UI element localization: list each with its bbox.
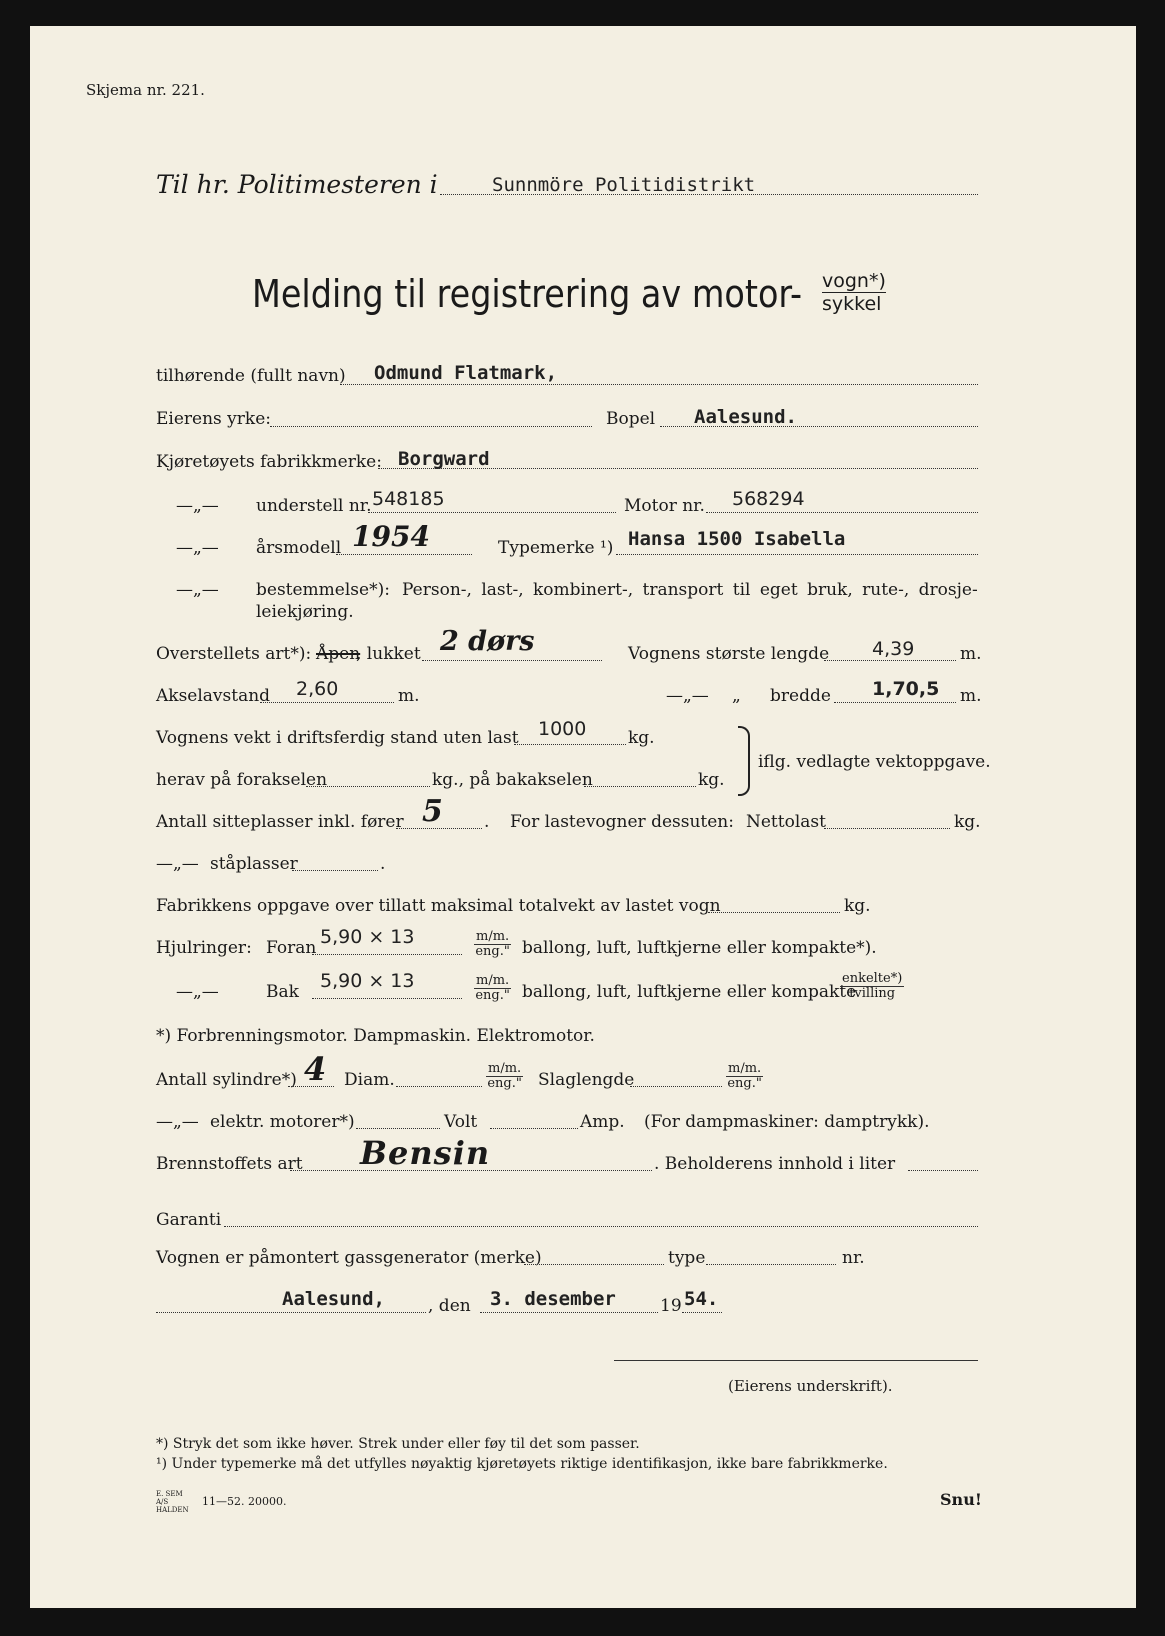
volt-label: Volt	[444, 1112, 478, 1132]
gas-generator-label: Vognen er påmontert gassgenerator (merke)	[156, 1248, 542, 1268]
ditto-mark-2: „	[732, 686, 741, 706]
weight-note: iflg. vedlagte vektoppgave.	[758, 752, 991, 772]
model-year-label: årsmodell	[256, 538, 342, 558]
residence-label: Bopel	[606, 409, 656, 429]
volt-field[interactable]	[356, 1106, 440, 1129]
stroke-field[interactable]	[630, 1064, 722, 1087]
brace	[738, 726, 750, 796]
length-unit: m.	[960, 644, 982, 664]
length-label: Vognens største lengde	[628, 644, 830, 664]
year-value: 54.	[684, 1288, 719, 1310]
chassis-value: 548185	[372, 488, 445, 510]
standing-dot: .	[380, 854, 386, 874]
make-value: Borgward	[398, 448, 490, 470]
motor-no-label: Motor nr.	[624, 496, 705, 516]
max-weight-field[interactable]	[708, 890, 840, 913]
width-value: 1,70,5	[872, 678, 940, 700]
date-den: , den	[428, 1296, 471, 1316]
amp-field[interactable]	[490, 1106, 578, 1129]
tires-rear-unit	[474, 974, 511, 1003]
ditto-mark: —„—	[176, 580, 219, 600]
unit-eng: eng."	[475, 944, 510, 959]
model-year-value: 1954	[352, 520, 430, 553]
gas-type-label: type	[668, 1248, 706, 1268]
width-label: bredde	[770, 686, 831, 706]
type-mark-label: Typemerke ¹)	[498, 538, 614, 558]
fuel-label: Brennstoffets art	[156, 1154, 303, 1174]
body-type-label: Overstellets art*):	[156, 644, 312, 664]
steam-note: (For dampmaskiner: damptrykk).	[644, 1112, 930, 1132]
stroke-label: Slaglengde	[538, 1070, 635, 1090]
purpose-options-continued: leiekjøring.	[256, 602, 354, 622]
ditto-mark: —„—	[666, 686, 709, 706]
gas-nr-label: nr.	[842, 1248, 865, 1268]
weight-unit: kg.	[628, 728, 655, 748]
residence-value: Aalesund.	[694, 406, 797, 428]
tires-rear-value: 5,90 × 13	[320, 970, 415, 992]
title-fraction	[822, 270, 886, 315]
weight-value: 1000	[538, 718, 587, 740]
front-axle-label: herav på forakselen	[156, 770, 328, 790]
ditto-mark: —„—	[156, 854, 199, 874]
place-value: Aalesund,	[282, 1288, 385, 1310]
unit-mm: m/m.	[488, 1061, 522, 1076]
tire-twin: tvilling	[849, 986, 896, 1001]
tires-rear-label: Bak	[266, 982, 299, 1002]
net-load-field[interactable]	[824, 806, 950, 829]
occupation-field[interactable]	[270, 404, 592, 427]
engine-types: *) Forbrenningsmotor. Dampmaskin. Elektromotor.	[156, 1026, 595, 1046]
amp-label: Amp.	[580, 1112, 625, 1132]
printer-mark: E. SEM A/S HALDEN	[156, 1490, 189, 1514]
signature-label: (Eierens underskrift).	[728, 1377, 893, 1395]
tires-front-types: ballong, luft, luftkjerne eller kompakte*).	[522, 938, 877, 958]
electric-label: elektr. motorer*)	[210, 1112, 355, 1132]
width-unit: m.	[960, 686, 982, 706]
wheelbase-unit: m.	[398, 686, 420, 706]
unit-eng: eng."	[475, 988, 510, 1003]
standing-field[interactable]	[292, 848, 378, 871]
length-value: 4,39	[872, 638, 915, 660]
gas-type-field[interactable]	[706, 1242, 836, 1265]
addressee-label: Til hr. Politimesteren i	[156, 170, 438, 199]
form-title: Melding til registrering av motor-	[252, 272, 803, 316]
year-prefix: 19	[660, 1296, 682, 1316]
weight-label: Vognens vekt i driftsferdig stand uten last	[156, 728, 519, 748]
ditto-mark: —„—	[176, 982, 219, 1002]
gas-generator-field[interactable]	[524, 1242, 664, 1265]
max-weight-unit: kg.	[844, 896, 871, 916]
seats-value: 5	[422, 794, 443, 829]
cylinders-value: 4	[304, 1050, 327, 1088]
seats-dot: .	[484, 812, 490, 832]
body-type-closed-label: , lukket	[356, 644, 421, 664]
tires-label: Hjulringer:	[156, 938, 252, 958]
title-fraction-top: vogn*)	[822, 270, 886, 292]
unit-eng: eng."	[487, 1076, 522, 1091]
front-axle-field[interactable]	[306, 764, 430, 787]
body-type-open: Åpen	[316, 644, 361, 664]
diam-field[interactable]	[396, 1064, 482, 1087]
date-value: 3. desember	[490, 1288, 616, 1310]
registration-form-page	[30, 26, 1136, 1608]
make-label: Kjøretøyets fabrikkmerke:	[156, 452, 382, 472]
tire-single: enkelte*)	[842, 971, 903, 986]
tires-front-unit	[474, 930, 511, 959]
body-type-value: 2 dørs	[440, 626, 535, 657]
unit-mm: m/m.	[728, 1061, 762, 1076]
tank-label: . Beholderens innhold i liter	[654, 1154, 896, 1174]
warranty-field[interactable]	[224, 1204, 978, 1227]
motor-no-value: 568294	[732, 488, 805, 510]
cylinders-label: Antall sylindre*)	[156, 1070, 297, 1090]
print-code: 11—52. 20000.	[202, 1495, 287, 1508]
turn-over: Snu!	[940, 1490, 982, 1509]
unit-mm: m/m.	[476, 929, 510, 944]
stroke-unit	[726, 1062, 763, 1091]
signature-line[interactable]	[614, 1360, 978, 1361]
seats-label: Antall sitteplasser inkl. fører	[156, 812, 404, 832]
unit-mm: m/m.	[476, 973, 510, 988]
owner-value: Odmund Flatmark,	[374, 362, 558, 384]
tire-single-twin	[840, 972, 904, 1001]
type-mark-value: Hansa 1500 Isabella	[628, 528, 846, 550]
wheelbase-value: 2,60	[296, 678, 339, 700]
net-load-label: Nettolast	[746, 812, 826, 832]
tires-front-label: Foran	[266, 938, 317, 958]
addressee-value: Sunnmöre Politidistrikt	[492, 174, 756, 196]
max-weight-label: Fabrikkens oppgave over tillatt maksimal totalvekt av lastet vogn	[156, 896, 721, 916]
rear-axle-unit: kg.	[698, 770, 725, 790]
tires-front-value: 5,90 × 13	[320, 926, 415, 948]
footnote-1: *) Stryk det som ikke høver. Strek under eller føy til det som passer.	[156, 1436, 640, 1452]
owner-label: tilhørende (fullt navn)	[156, 366, 346, 386]
standing-label: ståplasser	[210, 854, 298, 874]
purpose-label: bestemmelse*):	[256, 580, 390, 600]
net-load-unit: kg.	[954, 812, 981, 832]
diam-unit	[486, 1062, 523, 1091]
occupation-label: Eierens yrke:	[156, 409, 271, 429]
diam-label: Diam.	[344, 1070, 395, 1090]
title-fraction-bottom: sykkel	[822, 293, 882, 315]
purpose-options: Person-, last-, kombinert-, transport til eget bruk, rute-, drosje-	[402, 580, 978, 600]
ditto-mark: —„—	[156, 1112, 199, 1132]
warranty-label: Garanti	[156, 1210, 222, 1230]
fuel-value: Bensin	[360, 1134, 491, 1172]
front-axle-unit: kg., på bakakselen	[432, 770, 593, 790]
wheelbase-label: Akselavstand	[156, 686, 271, 706]
unit-eng: eng."	[727, 1076, 762, 1091]
ditto-mark: —„—	[176, 496, 219, 516]
rear-axle-field[interactable]	[584, 764, 696, 787]
ditto-mark: —„—	[176, 538, 219, 558]
tires-rear-types: ballong, luft, luftkjerne eller kompakte	[522, 982, 857, 1002]
chassis-label: understell nr.	[256, 496, 372, 516]
form-number: Skjema nr. 221.	[86, 81, 205, 99]
cargo-label: For lastevogner dessuten:	[510, 812, 734, 832]
tank-field[interactable]	[908, 1148, 978, 1171]
footnote-2: ¹) Under typemerke må det utfylles nøyaktig kjøretøyets riktige identifikasjon, ikke bare fabrikkmerke.	[156, 1456, 888, 1472]
